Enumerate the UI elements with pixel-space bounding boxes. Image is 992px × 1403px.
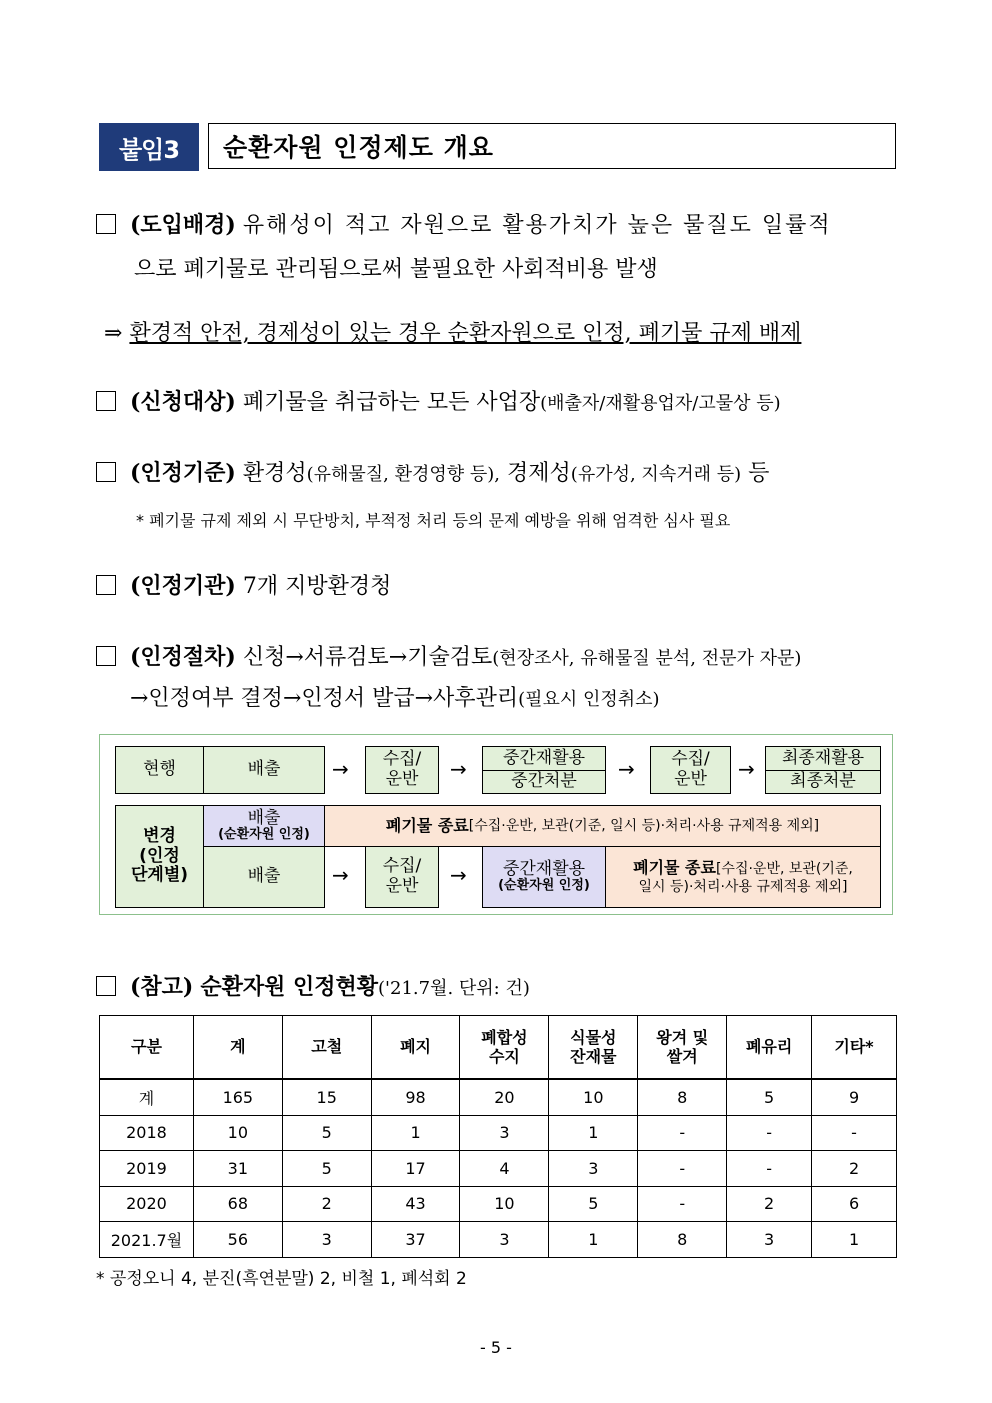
table-row bbox=[100, 1115, 897, 1151]
arrow-icon: → bbox=[450, 757, 467, 781]
table-cell: 5 bbox=[282, 1115, 371, 1151]
table-cell: 2 bbox=[812, 1151, 897, 1187]
table-cell: 1 bbox=[549, 1222, 638, 1258]
criteria-etc: 등 bbox=[748, 461, 770, 486]
procedure-cont bbox=[130, 681, 660, 712]
waste-end-detail-1: [수집·운반, 보관(기준, bbox=[715, 861, 853, 878]
table-cell: - bbox=[638, 1186, 727, 1222]
table-cell: 15 bbox=[282, 1079, 371, 1115]
table-cell: 56 bbox=[193, 1222, 282, 1258]
table-cell: - bbox=[727, 1151, 812, 1187]
table-cell: 10 bbox=[193, 1115, 282, 1151]
table-cell: 2018 bbox=[100, 1115, 194, 1151]
table-cell: 31 bbox=[193, 1151, 282, 1187]
criteria-2: 경제성 bbox=[507, 461, 571, 486]
section-text: 7개 지방환경청 bbox=[242, 574, 392, 599]
table-cell: 20 bbox=[460, 1079, 549, 1115]
flow-waste-end-b bbox=[605, 846, 881, 908]
section-text: 유해성이 적고 자원으로 활용가치가 높은 물질도 일률적 bbox=[242, 213, 832, 238]
section-procedure bbox=[96, 640, 801, 671]
section-text: 신청→서류검토→기술검토 bbox=[242, 645, 493, 670]
table-cell: 5 bbox=[549, 1186, 638, 1222]
table-cell: 3 bbox=[727, 1222, 812, 1258]
appendix-tag: 붙임3 bbox=[99, 123, 199, 171]
table-cell: 9 bbox=[812, 1079, 897, 1115]
table-cell: 1 bbox=[371, 1115, 460, 1151]
criteria-note: * 폐기물 규제 제외 시 무단방치, 부적정 처리 등의 문제 예방을 위해 엄격한 심사 필요 bbox=[136, 511, 731, 530]
flow-final-disposal: 최종처분 bbox=[765, 770, 881, 794]
flow-collect-b: 수집/ 운반 bbox=[365, 846, 439, 908]
flow-discharge-a-sub: (순환자원 인정) bbox=[218, 827, 310, 843]
table-header-cell: 왕겨 및 쌀겨 bbox=[638, 1016, 727, 1080]
table-cell: - bbox=[727, 1115, 812, 1151]
flow-change-label: 변경 (인정 단계별) bbox=[115, 805, 204, 908]
section-head: (신청대상) bbox=[130, 389, 236, 415]
table-cell: 10 bbox=[460, 1186, 549, 1222]
page-number: - 5 - bbox=[480, 1338, 512, 1357]
checkbox-icon bbox=[96, 646, 116, 666]
criteria-1: 환경성 bbox=[242, 461, 307, 486]
arrow-icon: → bbox=[332, 757, 349, 781]
section-text-cont: 으로 폐기물로 관리됨으로써 불필요한 사회적비용 발생 bbox=[134, 257, 658, 282]
table-footnote: * 공정오니 4, 분진(흑연분말) 2, 비철 1, 폐석회 2 bbox=[96, 1269, 467, 1289]
table-cell: 3 bbox=[460, 1222, 549, 1258]
flow-mid-recycle: 중간재활용 bbox=[482, 746, 606, 771]
procedure-text2: →인정여부 결정→인정서 발급→사후관리 bbox=[130, 686, 519, 711]
checkbox-icon bbox=[96, 391, 116, 411]
table-cell: 3 bbox=[460, 1115, 549, 1151]
section-head: (도입배경) bbox=[130, 212, 236, 238]
reference-unit: ('21.7월. 단위: 건) bbox=[378, 978, 530, 999]
table-header-cell: 기타* bbox=[812, 1016, 897, 1080]
criteria-2-detail: (유가성, 지속거래 등) bbox=[570, 464, 742, 485]
table-cell: 37 bbox=[371, 1222, 460, 1258]
table-cell: 2 bbox=[727, 1186, 812, 1222]
flow-mid-recognized bbox=[482, 846, 606, 908]
table-cell: 10 bbox=[549, 1079, 638, 1115]
section-head: (인정기관) bbox=[130, 573, 236, 599]
certification-stats-table bbox=[99, 1015, 897, 1258]
waste-end-label: 폐기물 종료 bbox=[633, 858, 716, 878]
section-small: (현장조사, 유해물질 분석, 전문가 자문) bbox=[492, 648, 802, 669]
table-cell: 165 bbox=[193, 1079, 282, 1115]
section-applicants bbox=[96, 385, 781, 416]
arrow-icon: → bbox=[618, 757, 635, 781]
arrow-icon: → bbox=[450, 863, 467, 887]
table-cell: - bbox=[638, 1115, 727, 1151]
flow-current-label: 현행 bbox=[115, 746, 204, 794]
table-header-cell: 고철 bbox=[282, 1016, 371, 1080]
table-row bbox=[100, 1186, 897, 1222]
table-cell: 계 bbox=[100, 1079, 194, 1115]
table-cell: 5 bbox=[282, 1151, 371, 1187]
table-cell: 3 bbox=[282, 1222, 371, 1258]
checkbox-icon bbox=[96, 575, 116, 595]
section-text: 폐기물을 취급하는 모든 사업장 bbox=[242, 390, 541, 415]
flow-waste-end-a bbox=[324, 805, 881, 847]
flow-discharge: 배출 bbox=[203, 746, 325, 794]
table-cell: 43 bbox=[371, 1186, 460, 1222]
table-cell: 2021.7월 bbox=[100, 1222, 194, 1258]
criteria-1-detail: (유해물질, 환경영향 등), bbox=[306, 464, 501, 485]
table-cell: 98 bbox=[371, 1079, 460, 1115]
procedure-small2: (필요시 인정취소) bbox=[518, 689, 660, 710]
table-cell: 4 bbox=[460, 1151, 549, 1187]
arrow-icon: ⇒ bbox=[104, 321, 123, 346]
table-header-cell: 폐지 bbox=[371, 1016, 460, 1080]
section-small: (배출자/재활용업자/고물상 등) bbox=[540, 393, 781, 414]
flow-mid-b: 중간재활용 bbox=[502, 858, 586, 879]
flow-discharge-b: 배출 bbox=[203, 846, 325, 908]
section-head: (인정절차) bbox=[130, 644, 236, 670]
table-row bbox=[100, 1222, 897, 1258]
table-cell: 17 bbox=[371, 1151, 460, 1187]
section-criteria bbox=[96, 456, 769, 487]
section-reference bbox=[96, 970, 530, 1001]
arrow-icon: → bbox=[332, 863, 349, 887]
flow-mid-b-sub: (순환자원 인정) bbox=[498, 878, 590, 894]
table-header-cell: 계 bbox=[193, 1016, 282, 1080]
table-cell: 68 bbox=[193, 1186, 282, 1222]
table-cell: 1 bbox=[812, 1222, 897, 1258]
flow-discharge-a: 배출 bbox=[247, 807, 281, 828]
table-cell: - bbox=[638, 1151, 727, 1187]
table-row bbox=[100, 1079, 897, 1115]
table-header-cell: 구분 bbox=[100, 1016, 194, 1080]
table-cell: 8 bbox=[638, 1079, 727, 1115]
flow-collect: 수집/ 운반 bbox=[365, 746, 439, 794]
table-cell: 5 bbox=[727, 1079, 812, 1115]
page-title: 순환자원 인정제도 개요 bbox=[208, 123, 896, 169]
table-row bbox=[100, 1151, 897, 1187]
conclusion-line bbox=[104, 316, 801, 347]
flow-final-recycle: 최종재활용 bbox=[765, 746, 881, 771]
waste-end-detail: [수집·운반, 보관(기준, 일시 등)·처리·사용 규제적용 제외] bbox=[468, 817, 820, 834]
table-cell: 1 bbox=[549, 1115, 638, 1151]
table-cell: 2019 bbox=[100, 1151, 194, 1187]
section-head: (참고) bbox=[130, 974, 194, 1000]
table-header-cell: 식물성 잔재물 bbox=[549, 1016, 638, 1080]
flow-collect-2: 수집/ 운반 bbox=[650, 746, 731, 794]
process-flow-diagram bbox=[99, 734, 893, 915]
table-cell: 2 bbox=[282, 1186, 371, 1222]
section-agency bbox=[96, 569, 391, 600]
table-header-cell: 폐합성 수지 bbox=[460, 1016, 549, 1080]
flow-mid-disposal: 중간처분 bbox=[482, 770, 606, 794]
table-cell: 2020 bbox=[100, 1186, 194, 1222]
checkbox-icon bbox=[96, 462, 116, 482]
table-cell: 8 bbox=[638, 1222, 727, 1258]
section-head: (인정기준) bbox=[130, 460, 236, 486]
table-cell: 6 bbox=[812, 1186, 897, 1222]
section-background bbox=[96, 208, 832, 239]
arrow-icon: → bbox=[738, 757, 755, 781]
flow-discharge-recognized bbox=[203, 805, 325, 847]
table-header-cell: 폐유리 bbox=[727, 1016, 812, 1080]
checkbox-icon bbox=[96, 976, 116, 996]
checkbox-icon bbox=[96, 214, 116, 234]
table-cell: - bbox=[812, 1115, 897, 1151]
waste-end-detail-2: 일시 등)·처리·사용 규제적용 제외] bbox=[638, 878, 848, 895]
reference-title: 순환자원 인정현황 bbox=[200, 974, 379, 1000]
conclusion-text: 환경적 안전, 경제성이 있는 경우 순환자원으로 인정, 폐기물 규제 배제 bbox=[129, 321, 802, 346]
waste-end-label: 폐기물 종료 bbox=[385, 815, 469, 835]
table-cell: 3 bbox=[549, 1151, 638, 1187]
table-header-row bbox=[100, 1016, 897, 1080]
